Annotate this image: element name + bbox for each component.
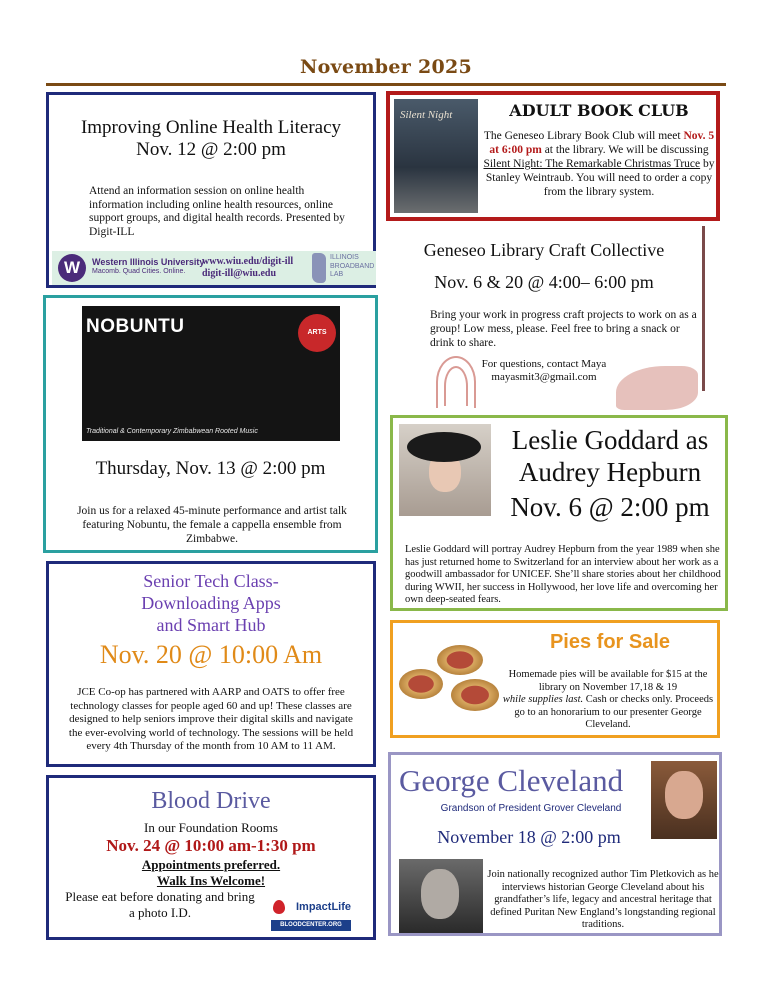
face-shape — [421, 869, 459, 919]
event-description: Please eat before donating and bring a photo I.D. — [65, 889, 255, 920]
event-title-line: Improving Online Health Literacy — [80, 117, 342, 138]
description-text: by Stanley Weintraub. You will need to order a copy from the library system. — [485, 158, 715, 198]
appointments-note: Appointments preferred. — [141, 857, 281, 872]
broadband-lab-logo: ILLINOIS BROADBAND LAB — [330, 254, 375, 278]
banner-title: NOBUNTU — [86, 316, 185, 337]
event-title: Blood Drive — [151, 788, 271, 814]
event-location: In our Foundation Rooms — [144, 820, 278, 835]
leslie-goddard-photo — [399, 424, 491, 516]
event-description: Bring your work in progress craft projects to work on as a group! Low mess, please. Feel free to bring a snack or drink to share. — [430, 309, 697, 349]
contact-label: For questions, contact Maya — [481, 358, 607, 370]
event-book-club — [386, 91, 720, 221]
university-tagline: Macomb. Quad Cities. Online. — [92, 268, 186, 275]
sponsor-band — [52, 251, 376, 285]
description-italic: while supplies last. — [502, 694, 584, 705]
grover-cleveland-photo — [399, 859, 483, 933]
title-divider — [46, 83, 726, 86]
event-description: Join us for a relaxed 45-minute performance and artist talk featuring Nobuntu, the female a cappella ensemble from Zimbabwe. — [77, 505, 347, 545]
event-date: Nov. 24 @ 10:00 am-1:30 pm — [106, 836, 316, 855]
impactlife-logo — [271, 896, 351, 932]
george-cleveland-photo — [651, 761, 717, 839]
face-shape — [665, 771, 703, 819]
event-date: Thursday, Nov. 13 @ 2:00 pm — [95, 458, 326, 479]
divider-line — [702, 226, 705, 391]
pie-shape — [437, 645, 483, 675]
event-description: Attend an information session on online health information including online health resources, online support groups, and digital health records. Presented by Digit-ILL — [89, 185, 345, 238]
event-title-line: Senior Tech Class- — [143, 571, 279, 591]
event-subtitle: Grandson of President Grover Cleveland — [440, 803, 622, 814]
university-name: Western Illinois University — [92, 257, 205, 267]
event-description: Join nationally recognized author Tim Pletkovich as he interviews historian George Cleveland about his grandfather’s life, legacy and ancestral heritage that defined Puritan New England’s longstanding regional traditions. — [487, 869, 719, 930]
event-contact — [386, 358, 702, 384]
description-text: at the library. We will be discussing — [541, 144, 709, 156]
event-date: Nov. 6 & 20 @ 4:00– 6:00 pm — [434, 272, 654, 292]
event-leslie-goddard — [390, 415, 728, 611]
event-pies-for-sale — [390, 620, 720, 738]
description-text: The Geneseo Library Book Club will meet — [483, 130, 684, 142]
event-craft-collective — [386, 226, 708, 412]
impactlife-wordmark: ImpactLife — [295, 901, 351, 913]
event-title: Geneseo Library Craft Collective — [423, 240, 665, 260]
event-george-cleveland — [388, 752, 722, 936]
pie-shape — [451, 679, 499, 711]
description-text: Homemade pies will be available for $15 at the library on November 17,18 & 19 — [508, 669, 708, 693]
event-description — [482, 129, 716, 199]
event-nobuntu — [43, 295, 378, 553]
description-text: Cash or checks only. Proceeds go to an honorarium to our presenter George Cleveland. — [514, 694, 714, 730]
event-date: Nov. 5 at 6:00 pm — [489, 130, 715, 156]
nobuntu-banner-image — [82, 306, 340, 441]
event-description: Leslie Goddard will portray Audrey Hepburn from the year 1989 when she has just returned home to Switzerland for an interview about her work as a goodwill ambassador for UNICEF. She’ll share stories about her childhood during WWII, her success in Hollywood, her love life and overcoming her own deep-seated fears. — [405, 544, 721, 605]
page-title: November 2025 — [299, 56, 473, 78]
arts-badge-icon: ARTS — [298, 314, 336, 352]
event-health-literacy — [46, 92, 376, 288]
event-title: Pies for Sale — [549, 631, 671, 653]
event-title — [495, 424, 725, 488]
event-title — [49, 117, 373, 161]
banner-caption: Traditional & Contemporary Zimbabwean Rooted Music — [86, 428, 258, 435]
event-description: JCE Co-op has partnered with AARP and OATS to offer free technology classes for people aged 60 and up! These classes are designed to help seniors improve their digital skills and navigate the ever-evolving world of technology. The sessions will be held every 4th Thursday of the month from 10 AM to 11 AM. — [68, 686, 354, 752]
contact-email[interactable]: mayasmit3@gmail.com — [491, 371, 597, 383]
event-title — [49, 570, 373, 636]
event-title-line: Downloading Apps — [141, 593, 281, 613]
book-cover-title: Silent Night — [400, 109, 453, 121]
book-cover-image — [394, 99, 478, 213]
impactlife-url: BLOODCENTER.ORG — [271, 920, 351, 931]
event-title-line: and Smart Hub — [156, 615, 266, 635]
walkins-note: Walk Ins Welcome! — [156, 873, 266, 888]
pie-shape — [399, 669, 443, 699]
sponsor-contact — [202, 256, 312, 280]
book-title: Silent Night: The Remarkable Christmas Truce — [483, 158, 701, 170]
illinois-map-icon — [312, 253, 326, 283]
event-date: Nov. 20 @ 10:00 Am — [99, 640, 323, 669]
event-blood-drive — [46, 775, 376, 940]
sponsor-email[interactable]: digit-ill@wiu.edu — [202, 268, 277, 279]
event-title-line: Leslie Goddard as — [511, 425, 709, 455]
hat-shape — [407, 432, 481, 462]
event-senior-tech — [46, 561, 376, 767]
event-date: Nov. 12 @ 2:00 pm — [136, 139, 286, 160]
sponsor-url[interactable]: www.wiu.edu/digit-ill — [202, 256, 294, 267]
event-title: George Cleveland — [399, 763, 624, 798]
event-title-line: Audrey Hepburn — [518, 457, 702, 487]
event-description — [497, 669, 719, 732]
wiu-logo: W — [58, 254, 86, 282]
event-date: November 18 @ 2:00 pm — [437, 827, 621, 847]
pies-image — [397, 639, 501, 715]
event-date: Nov. 6 @ 2:00 pm — [510, 492, 710, 522]
event-title: ADULT BOOK CLUB — [509, 101, 689, 120]
